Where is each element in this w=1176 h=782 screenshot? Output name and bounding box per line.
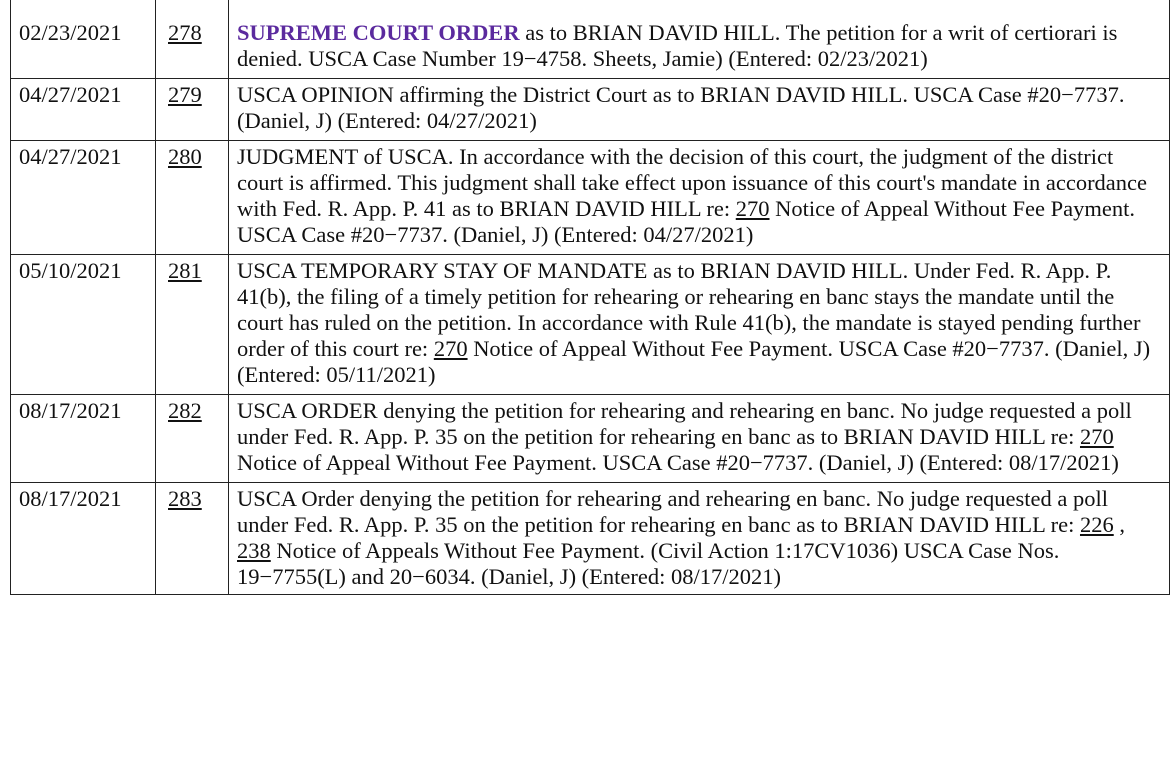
docket-entry-282: [11, 395, 1170, 483]
entry-text: [229, 0, 1170, 79]
entry-description-cont: Notice of Appeal Without Fee Payment. USCA Case #20−7737. (Daniel, J) (Entered: 08/17/2021): [237, 450, 1119, 475]
entry-number-cell: [156, 79, 229, 141]
entry-text: [229, 79, 1170, 141]
doc-link-226[interactable]: 226: [1079, 512, 1114, 537]
docket-entry-280: [11, 141, 1170, 255]
entry-description: USCA TEMPORARY STAY OF MANDATE as to BRIAN DAVID HILL. Under Fed. R. App. P. 41(b), the filing of a timely petition for rehearing or rehearing en banc stays the mandate until the court has ruled on the petition. In accordance with Rule 41(b), the mandate is stayed pending further order of this court re:: [237, 258, 1141, 361]
doc-link-270[interactable]: 270: [735, 196, 770, 221]
docket-entry-278: [11, 0, 1170, 79]
entry-date: 05/10/2021: [11, 255, 156, 395]
doc-link-278[interactable]: 278: [168, 20, 202, 45]
entry-text: [229, 141, 1170, 255]
doc-link-280[interactable]: 280: [168, 144, 202, 169]
doc-link-281[interactable]: 281: [168, 258, 202, 283]
entry-description: as to BRIAN DAVID HILL. The petition for a writ of certiorari is denied. USCA Case Number 19−4758. Sheets, Jamie) (Entered: 02/23/2021): [237, 20, 1118, 71]
doc-link-238[interactable]: 238: [237, 538, 271, 563]
entry-description-cont: Notice of Appeal Without Fee Payment. USCA Case #20−7737. (Daniel, J) (Entered: 05/11/2021): [237, 336, 1151, 387]
docket-entry-281: [11, 255, 1170, 395]
doc-link-282[interactable]: 282: [168, 398, 202, 423]
doc-link-283[interactable]: 283: [168, 486, 202, 511]
entry-date: 08/17/2021: [11, 395, 156, 483]
entry-date: 04/27/2021: [11, 79, 156, 141]
entry-description: USCA Order denying the petition for rehearing and rehearing en banc. No judge requested a poll under Fed. R. App. P. 35 on the petition for rehearing en banc as to BRIAN DAVID HILL re:: [237, 486, 1108, 537]
docket-table: [10, 0, 1170, 595]
entry-date: 08/17/2021: [11, 483, 156, 595]
entry-number-cell: [156, 395, 229, 483]
entry-date: 02/23/2021: [11, 0, 156, 79]
entry-number-cell: [156, 141, 229, 255]
entry-number-cell: [156, 255, 229, 395]
entry-text: [229, 255, 1170, 395]
entry-date: 04/27/2021: [11, 141, 156, 255]
supreme-court-order-label: SUPREME COURT ORDER: [237, 20, 520, 45]
entry-separator: ,: [1113, 512, 1125, 537]
doc-link-270[interactable]: 270: [1079, 424, 1114, 449]
entry-description-cont: Notice of Appeal Without Fee Payment. USCA Case #20−7737. (Daniel, J) (Entered: 04/27/2021): [237, 196, 1135, 247]
entry-number-cell: [156, 0, 229, 79]
entry-description: JUDGMENT of USCA. In accordance with the decision of this court, the judgment of the district court is affirmed. This judgment shall take effect upon issuance of this court's mandate in accordance with Fed. R. App. P. 41 as to BRIAN DAVID HILL re:: [237, 144, 1148, 221]
entry-number-cell: [156, 483, 229, 595]
entry-text: [229, 483, 1170, 595]
docket-entry-279: [11, 79, 1170, 141]
doc-link-270[interactable]: 270: [433, 336, 468, 361]
entry-text: [229, 395, 1170, 483]
entry-description-cont: Notice of Appeals Without Fee Payment. (Civil Action 1:17CV1036) USCA Case Nos. 19−7755(L) and 20−6034. (Daniel, J) (Entered: 08/17/2021): [237, 538, 1060, 589]
entry-description: USCA ORDER denying the petition for rehearing and rehearing en banc. No judge requested a poll under Fed. R. App. P. 35 on the petition for rehearing en banc as to BRIAN DAVID HILL re:: [237, 398, 1132, 449]
entry-description: USCA OPINION affirming the District Court as to BRIAN DAVID HILL. USCA Case #20−7737. (Daniel, J) (Entered: 04/27/2021): [237, 82, 1125, 133]
doc-link-279[interactable]: 279: [168, 82, 202, 107]
docket-entry-283: [11, 483, 1170, 595]
